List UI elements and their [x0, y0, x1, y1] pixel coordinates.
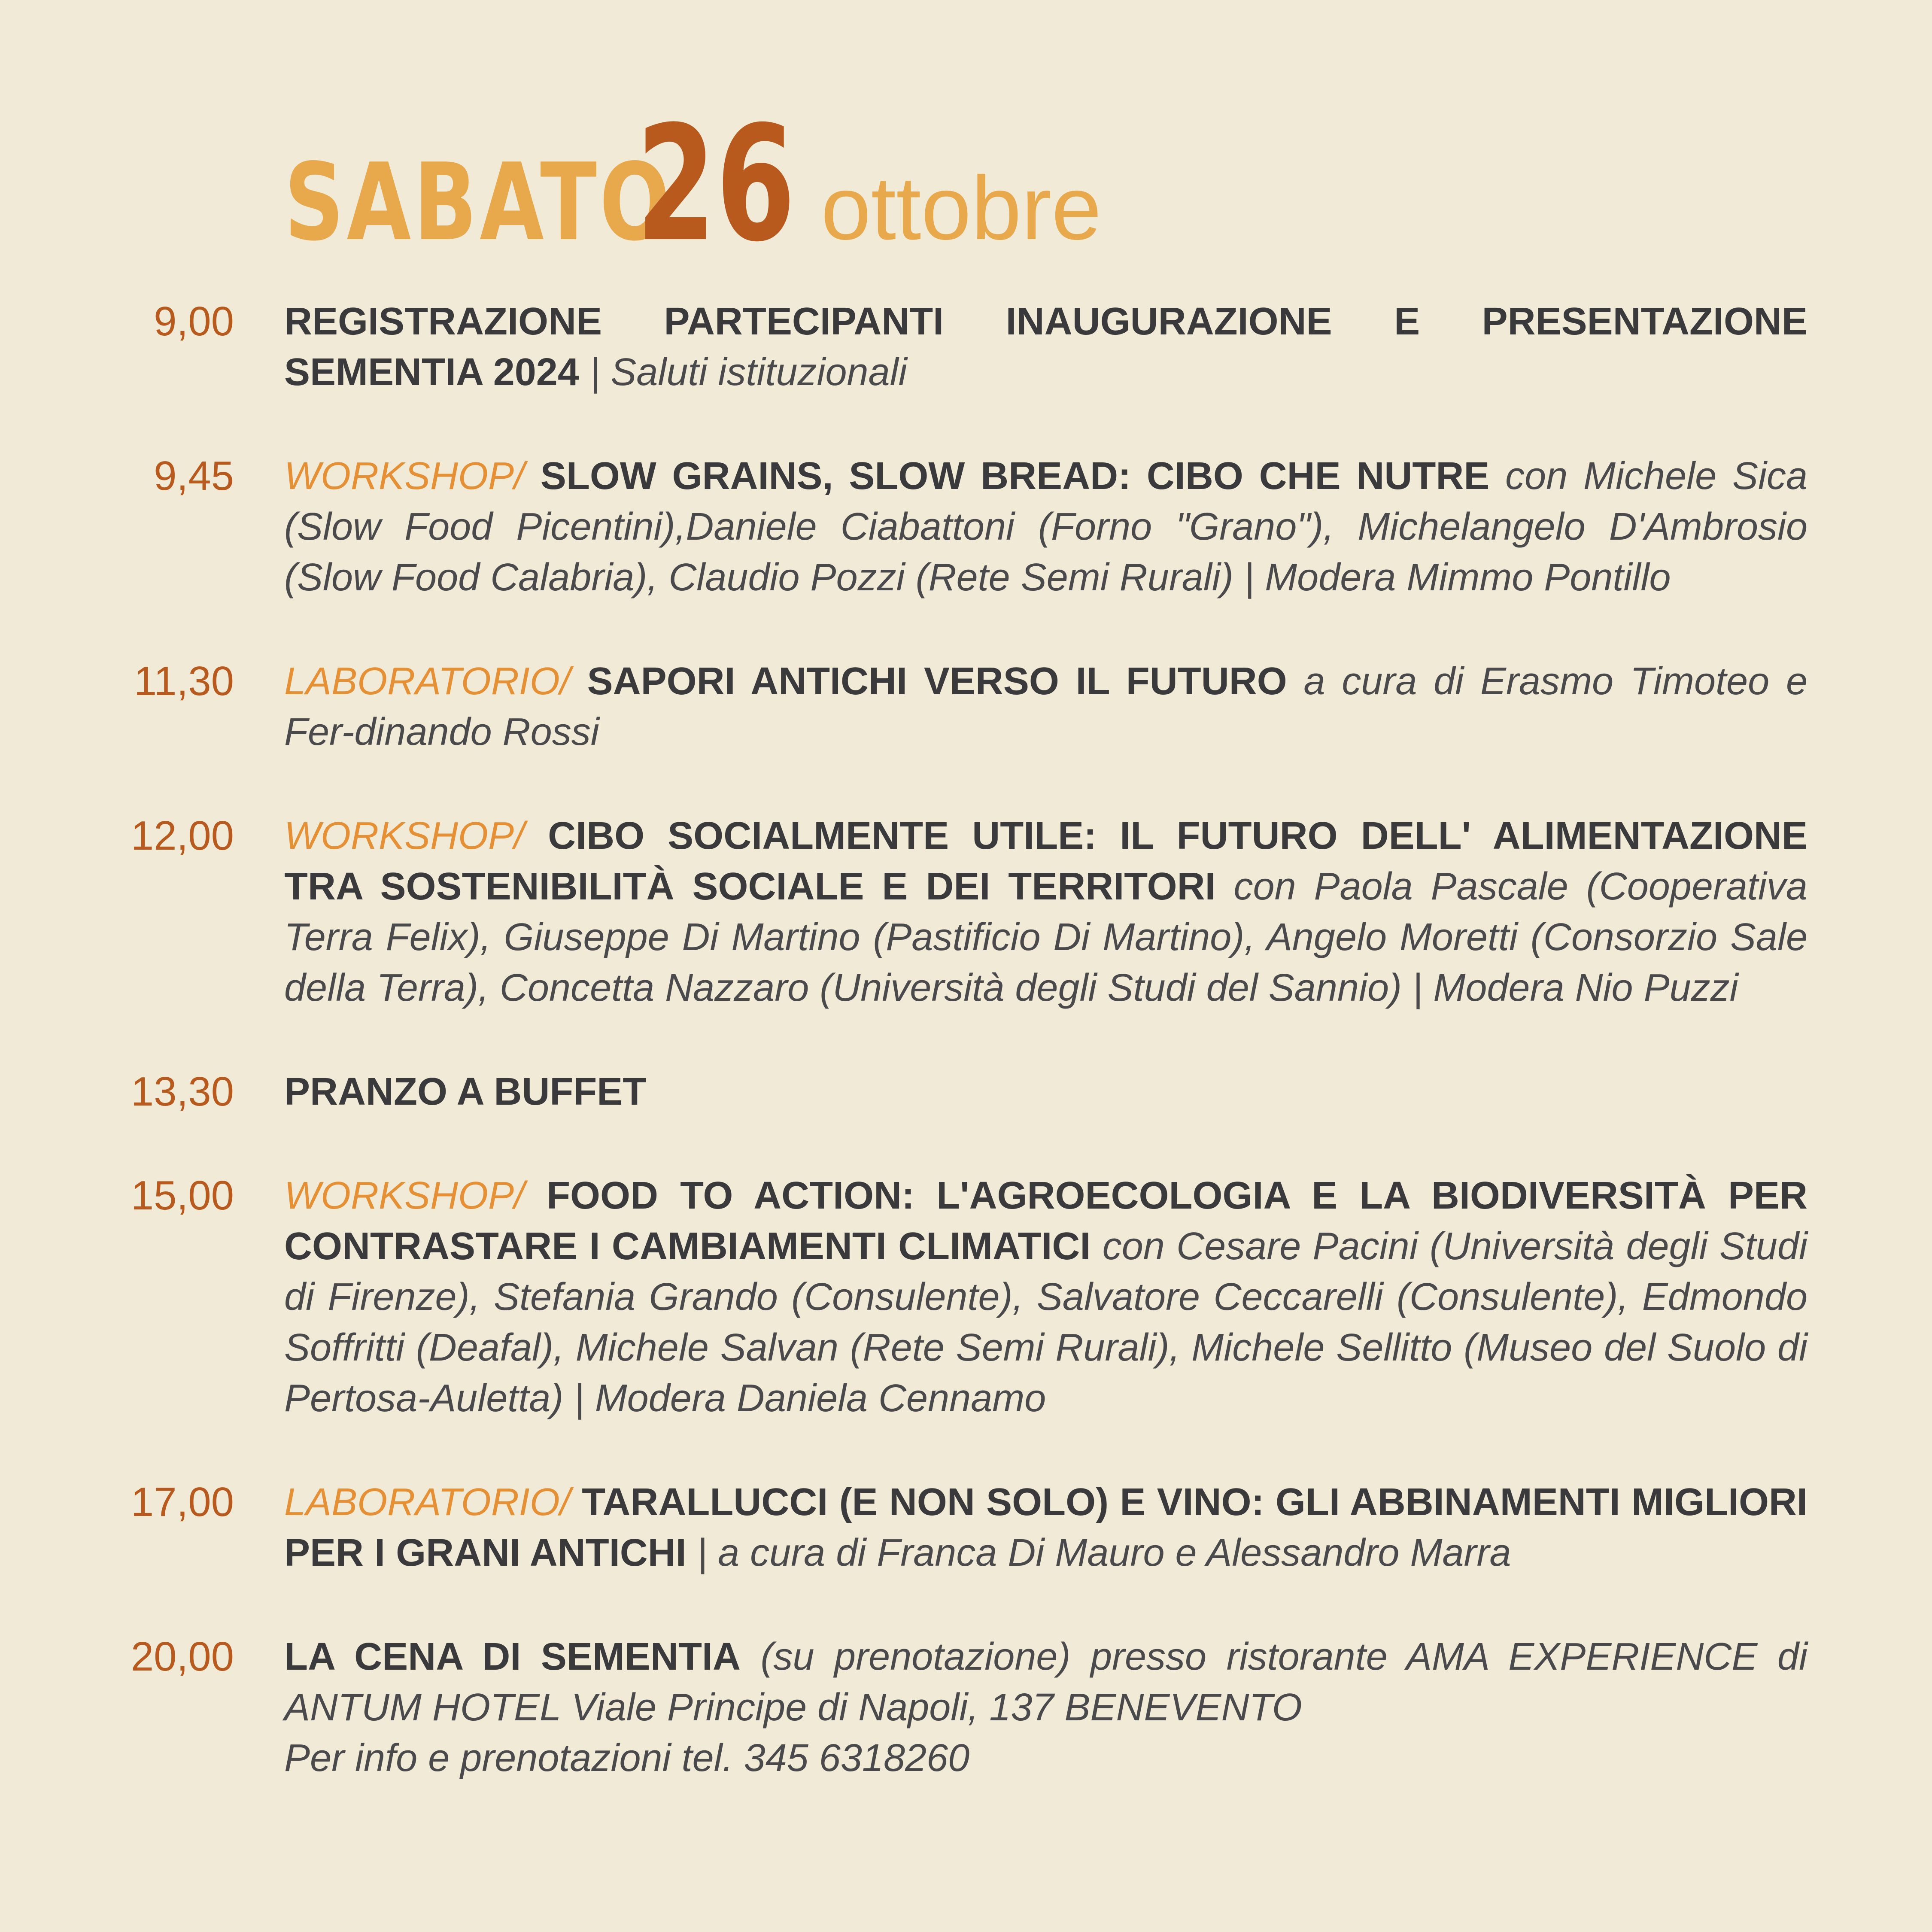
- entry-title: CIBO SOCIALMENTE UTILE: IL FUTURO DELL' ALIMENTAZIONE TRA SOSTENIBILITÀ SOCIALE E DEI TERRITORI: [284, 814, 1807, 908]
- entry-type-label: WORKSHOP/: [284, 1174, 525, 1217]
- schedule-list: [0, 296, 1932, 1783]
- entry-detail: con Paola Pascale (Cooperativa Terra Felix), Giuseppe Di Martino (Pastificio Di Martino), Angelo Moretti (Consorzio Sale della Terra), Concetta Nazzaro (Università degli Studi del Sannio) | Modera Nio Puzzi: [284, 865, 1807, 1009]
- entry-detail: | a cura di Franca Di Mauro e Alessandro Marra: [686, 1531, 1511, 1574]
- schedule-entry: [0, 811, 1932, 1013]
- schedule-entry: [0, 1477, 1932, 1578]
- entry-title: LA CENA DI SEMENTIA: [284, 1635, 741, 1678]
- entry-detail: a cura di Erasmo Timoteo e Fer-dinando Rossi: [284, 660, 1807, 753]
- entry-time: 20,00: [131, 1634, 234, 1680]
- entry-body: [284, 1477, 1807, 1578]
- entry-time: 17,00: [131, 1479, 234, 1525]
- entry-body: [284, 451, 1807, 603]
- entry-body: [284, 656, 1807, 757]
- entry-title: TARALLUCCI (E NON SOLO) E VINO: GLI ABBINAMENTI MIGLIORI PER I GRANI ANTICHI: [284, 1481, 1807, 1574]
- entry-body: [284, 811, 1807, 1013]
- entry-type-label: LABORATORIO/: [284, 1481, 571, 1524]
- entry-title: REGISTRAZIONE PARTECIPANTI INAUGURAZIONE E PRESENTAZIONE SEMENTIA 2024: [284, 300, 1807, 394]
- entry-type-label: LABORATORIO/: [284, 660, 571, 703]
- title-month: ottobre: [821, 158, 1102, 258]
- entry-type-label: WORKSHOP/: [284, 814, 525, 857]
- title-day: SABATO: [284, 141, 673, 264]
- entry-body: [284, 1170, 1807, 1424]
- entry-time: 15,00: [131, 1173, 234, 1218]
- schedule-entry: [0, 1170, 1932, 1424]
- entry-body: [284, 296, 1807, 398]
- page-title: [284, 92, 1102, 277]
- entry-title: SLOW GRAINS, SLOW BREAD: CIBO CHE NUTRE: [525, 455, 1490, 498]
- entry-detail: | Saluti istituzionali: [579, 351, 907, 394]
- entry-time: 11,30: [134, 658, 234, 704]
- entry-contact-info: Per info e prenotazioni tel. 345 6318260: [284, 1737, 970, 1780]
- entry-type-label: WORKSHOP/: [284, 455, 525, 498]
- entry-title: FOOD TO ACTION: L'AGROECOLOGIA E LA BIODIVERSITÀ PER CONTRASTARE I CAMBIAMENTI CLIMATICI: [284, 1174, 1807, 1268]
- schedule-entry: [0, 451, 1932, 603]
- entry-detail: con Cesare Pacini (Università degli Studi di Firenze), Stefania Grando (Consulente), Salvatore Ceccarelli (Consulente), Edmondo Soffritti (Deafal), Michele Salvan (Rete Semi Rurali), Michele Sellitto (Museo del Suolo di Pertosa-Auletta) | Modera Daniela Cennamo: [284, 1225, 1807, 1420]
- entry-time: 13,30: [131, 1069, 234, 1115]
- schedule-entry: [0, 296, 1932, 398]
- schedule-entry: [0, 1631, 1932, 1783]
- entry-time: 9,45: [154, 453, 234, 499]
- title-date-number: 26: [636, 92, 796, 277]
- entry-body: [284, 1066, 1807, 1117]
- entry-body: [284, 1631, 1807, 1783]
- entry-title: PRANZO A BUFFET: [284, 1070, 647, 1113]
- entry-time: 12,00: [131, 813, 234, 859]
- schedule-entry: [0, 1066, 1932, 1117]
- schedule-entry: [0, 656, 1932, 757]
- entry-detail: con Michele Sica (Slow Food Picentini),Daniele Ciabattoni (Forno "Grano"), Michelangelo D'Ambrosio (Slow Food Calabria), Claudio Pozzi (Rete Semi Rurali) | Modera Mimmo Pontillo: [284, 455, 1807, 599]
- entry-title: SAPORI ANTICHI VERSO IL FUTURO: [570, 660, 1287, 703]
- entry-time: 9,00: [154, 298, 234, 344]
- entry-detail: (su prenotazione) presso ristorante AMA EXPERIENCE di ANTUM HOTEL Viale Principe di Napoli, 137 BENEVENTO: [284, 1635, 1807, 1729]
